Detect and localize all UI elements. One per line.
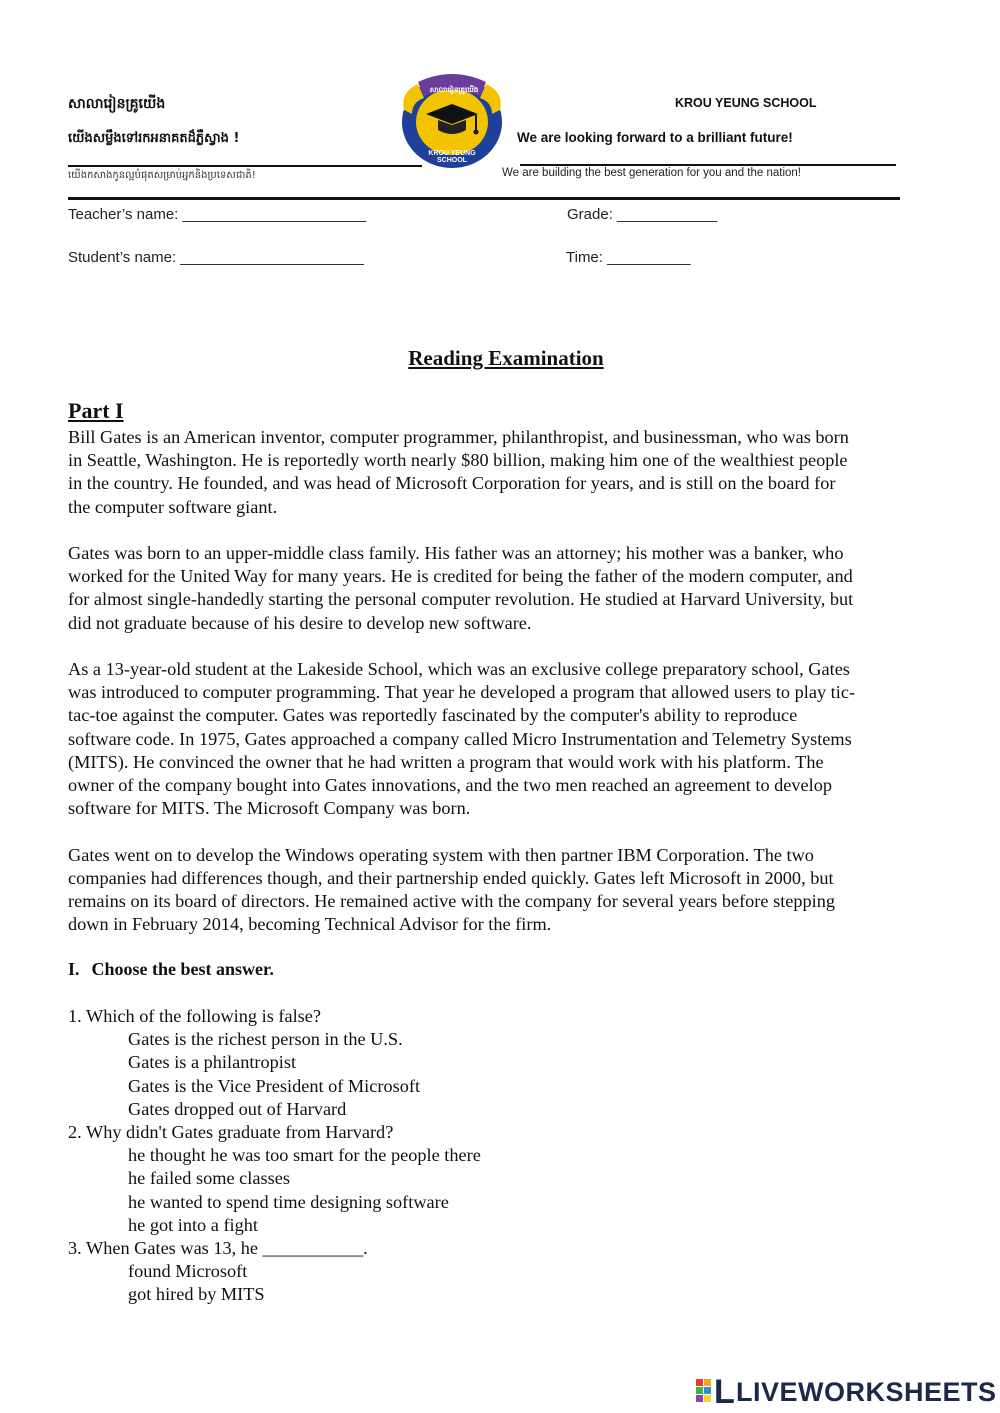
header-divider [68,197,900,200]
student-name-field[interactable]: Student’s name: ______________________ [68,249,364,266]
teacher-name-field[interactable]: Teacher’s name: ______________________ [68,206,367,223]
answer-option[interactable]: got hired by MITS [128,1284,265,1305]
passage-line: in Seattle, Washington. He is reportedly worth nearly $80 billion, making him one of the wealthiest people [68,450,848,471]
logo-top-text: សាលារៀនគ្រូយើង [429,86,479,94]
grade-field[interactable]: Grade: ____________ [567,206,718,223]
answer-option[interactable]: he got into a fight [128,1214,258,1235]
time-field[interactable]: Time: __________ [566,249,691,266]
passage-line: companies had differences though, and their partnership ended quickly. Gates left Microsoft in 2000, but [68,867,834,888]
liveworksheets-logo[interactable] [696,1373,997,1412]
school-logo [398,70,506,170]
school-motto: We are looking forward to a brilliant future! [517,130,793,145]
answer-option[interactable]: Gates is a philantropist [128,1052,297,1073]
passage-line: (MITS). He convinced the owner that he had written a program that would work with his platform. The [68,751,824,772]
passage-line: remains on its board of directors. He remained active with the company for several years before stepping [68,891,836,912]
school-name: KROU YEUNG SCHOOL [675,96,817,110]
section-heading [68,959,274,980]
answer-option[interactable]: Gates is the Vice President of Microsoft [128,1075,421,1096]
passage-line: worked for the United Way for many years. He is credited for being the father of the modern computer, and [68,566,853,587]
khmer-motto: យើងសម្លឹងទៅរកអនាគតដ៏ភ្លឺស្វាង ! [68,131,240,146]
brand-name: LIVEWORKSHEETS [736,1377,997,1407]
khmer-tagline: យើងកសាងកូនល្អបំផុតសម្រាប់អ្នកនិងប្រទេសជាតិ! [68,170,256,181]
reading-passage [68,426,948,936]
passage-line: software code. In 1975, Gates approached a company called Micro Instrumentation and Telemetry Systems [68,728,852,749]
passage-line: was introduced to computer programming. That year he developed a program that allowed users to play tic- [68,682,856,703]
passage-line: down in February 2014, becoming Technical Advisor for the firm. [68,914,552,935]
section-number: I. [68,959,80,979]
paragraph-1 [68,426,948,519]
paragraph-2 [68,542,948,635]
passage-line: software for MITS. The Microsoft Company was born. [68,798,471,819]
logo-ring-text: KROU YEUNG SCHOOL [428,150,476,164]
page-title: Reading Examination [408,346,604,370]
passage-line: tac-toe against the computer. Gates was reportedly fascinated by the computer's ability to reproduce [68,705,798,726]
passage-line: did not graduate because of his desire to develop new software. [68,612,532,633]
passage-line: for almost single-handedly starting the personal computer revolution. He studied at Harvard University, but [68,589,854,610]
brand-initial: L [714,1373,735,1411]
answer-option[interactable]: he failed some classes [128,1168,290,1189]
section-label: Choose the best answer. [91,959,274,979]
passage-line: in the country. He founded, and was head of Microsoft Corporation for years, and is still on the board for [68,473,836,494]
khmer-school-name: សាលារៀនគ្រូយើង [68,96,166,112]
passage-line: Gates was born to an upper-middle class family. His father was an attorney; his mother was a banker, who [68,543,844,563]
question-1: 1. Which of the following is false? [68,1006,322,1026]
answer-option[interactable]: Gates is the richest person in the U.S. [128,1029,403,1050]
answer-option[interactable]: Gates dropped out of Harvard [128,1098,347,1119]
passage-line: the computer software giant. [68,496,278,517]
answer-option[interactable]: he thought he was too smart for the people there [128,1145,481,1166]
question-2: 2. Why didn't Gates graduate from Harvard? [68,1122,394,1143]
school-tagline: We are building the best generation for you and the nation! [502,167,801,179]
answer-option[interactable]: found Microsoft [128,1261,248,1282]
header-rule-left [68,165,422,167]
header-rule-right [520,164,896,166]
passage-line: owner of the company bought into Gates innovations, and the two men reached an agreement to develop [68,775,833,796]
passage-line: Bill Gates is an American inventor, computer programmer, philanthropist, and businessman, who was born [68,427,849,447]
passage-line: As a 13-year-old student at the Lakeside School, which was an exclusive college preparatory school, Gates [68,659,850,679]
question-3: 3. When Gates was 13, he ___________. [68,1238,368,1259]
passage-line: Gates went on to develop the Windows operating system with then partner IBM Corporation. The two [68,844,814,865]
paragraph-4 [68,844,948,937]
question-list [68,1005,768,1307]
part-heading: Part I [68,398,124,423]
paragraph-3 [68,658,948,820]
answer-option[interactable]: he wanted to spend time designing software [128,1191,449,1212]
